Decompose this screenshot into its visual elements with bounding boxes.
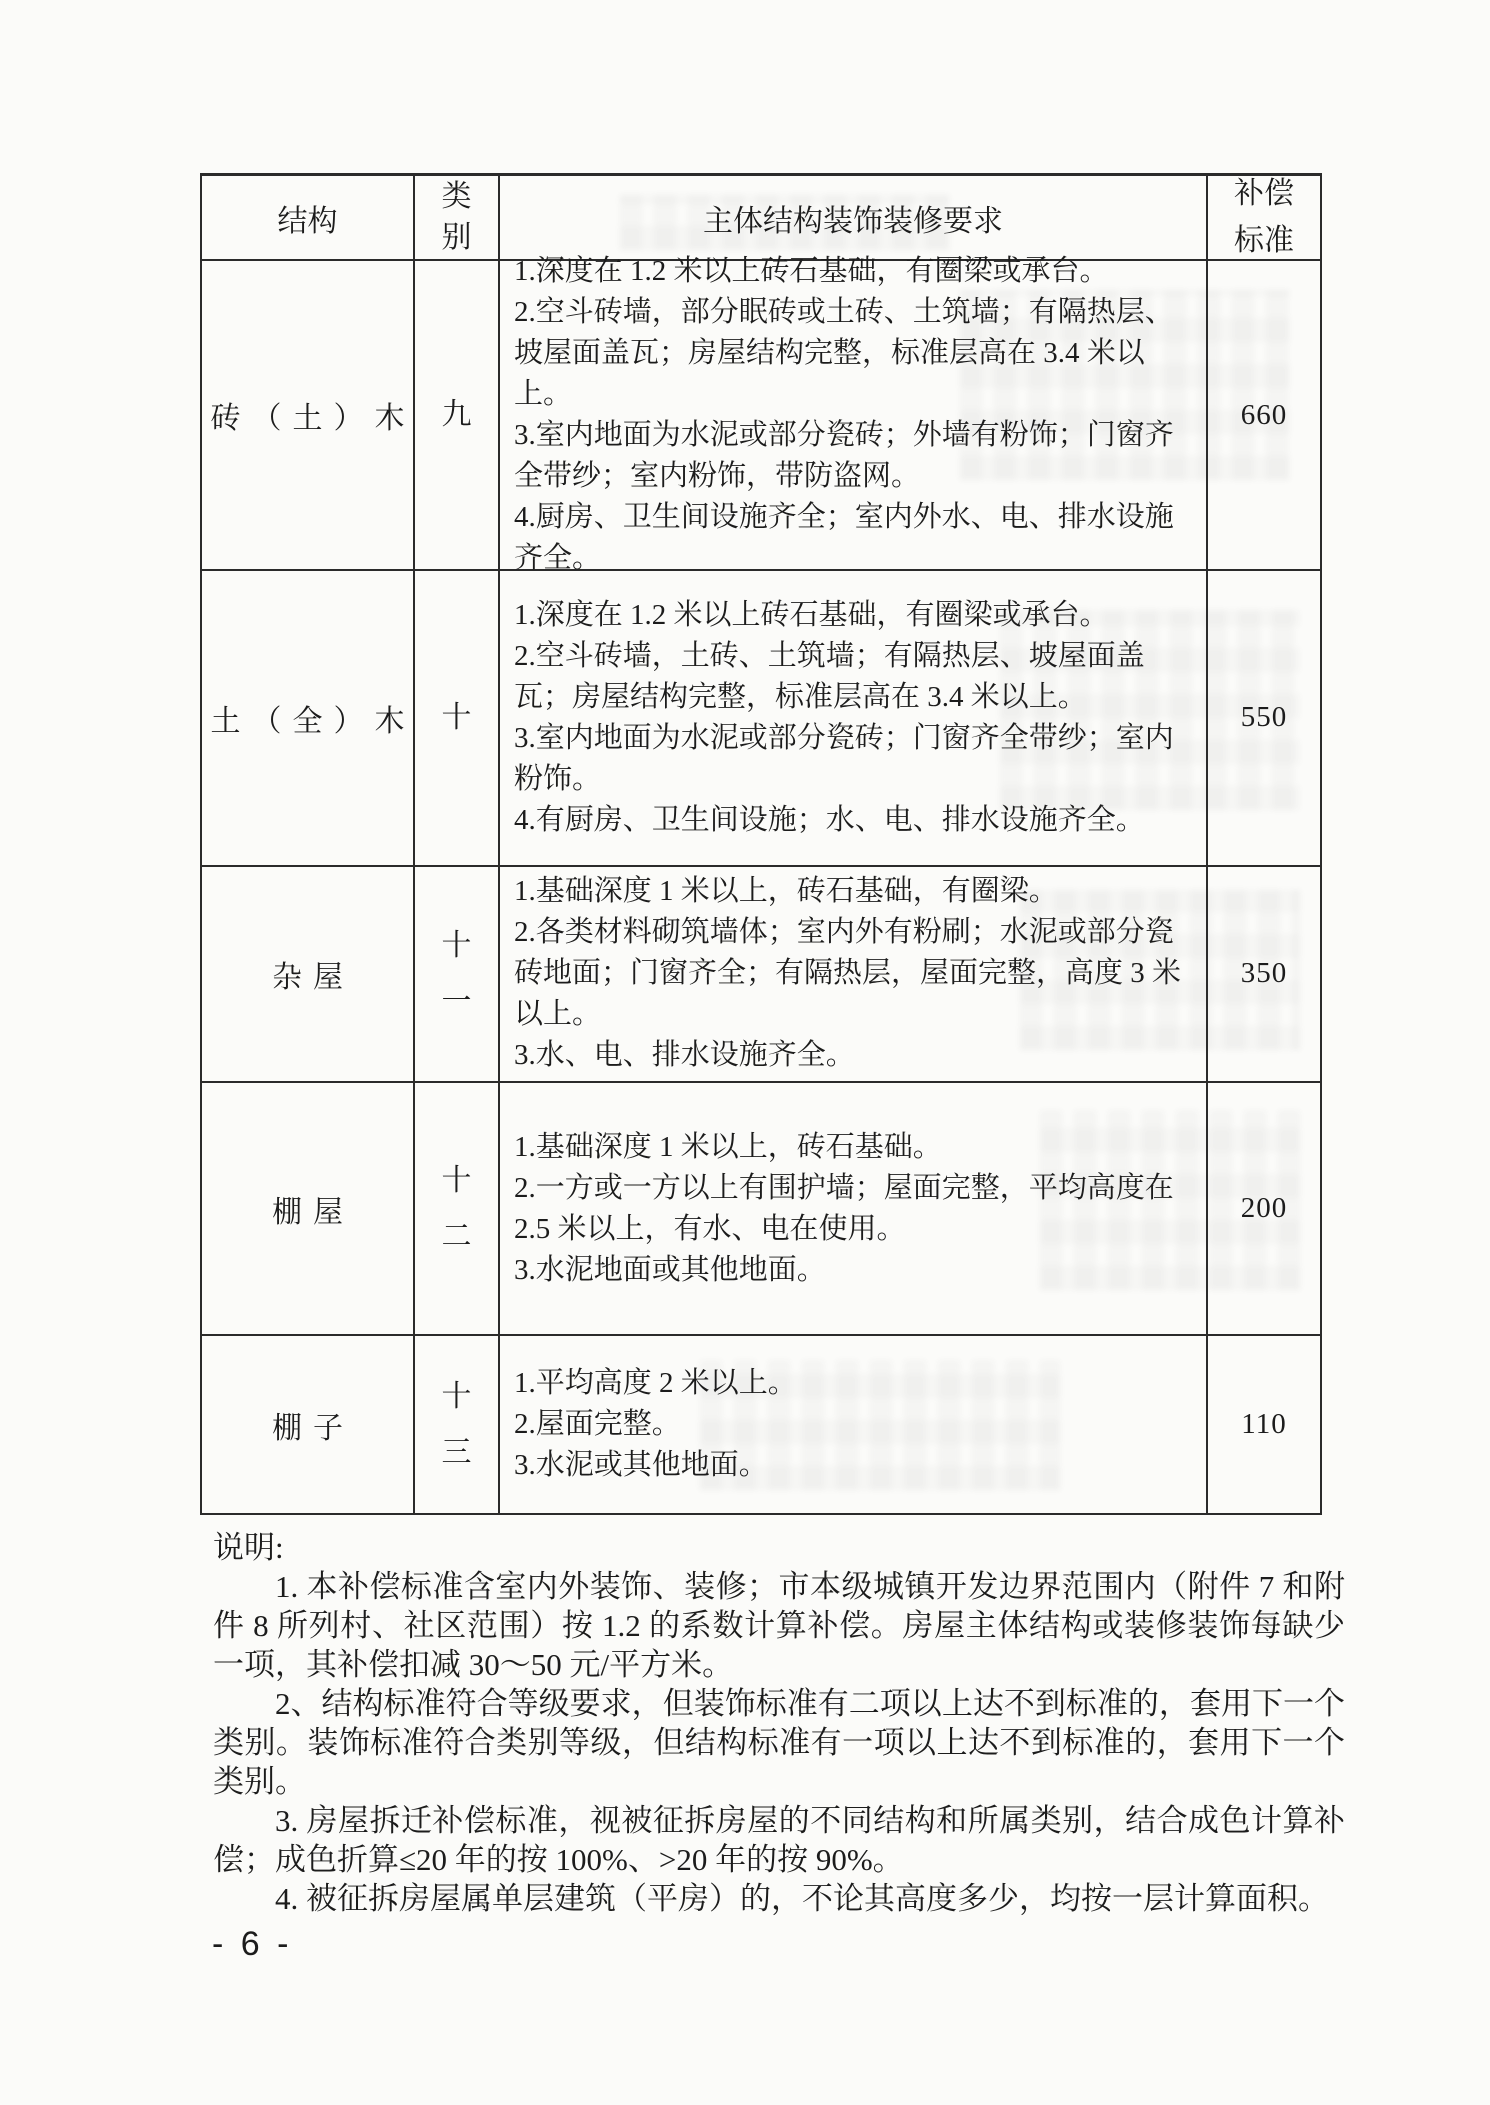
requirements-list: [500, 589, 1206, 847]
requirements-cell: [500, 571, 1208, 865]
structure-name: 杂屋: [272, 960, 354, 994]
table-row: [202, 571, 1320, 867]
note-item: 2、结构标准符合等级要求，但装饰标准有二项以上达不到标准的，套用下一个类别。装饰标准符合类别等级，但结构标准有一项以上达不到标准的，套用下一个类别。: [213, 1686, 1345, 1799]
requirement-item: 2.空斗砖墙，土砖、土筑墙；有隔热层、坡屋面盖瓦；房屋结构完整，标准层高在 3.4 米以上。: [514, 639, 1145, 713]
category-cell: [415, 867, 500, 1081]
category-cell: [415, 261, 500, 569]
compensation-value: 200: [1240, 1192, 1288, 1225]
notes-title: 说明:: [213, 1530, 284, 1565]
structure-cell: [202, 261, 415, 569]
note-item: 3. 房屋拆迁补偿标准，视被征拆房屋的不同结构和所属类别，结合成色计算补偿；成色折算≤20 年的按 100%、>20 年的按 90%。: [213, 1803, 1345, 1877]
table-row: [202, 255, 1320, 574]
table-row: [202, 1336, 1320, 1513]
structure-cell: [202, 571, 415, 865]
compensation-value: 550: [1240, 701, 1288, 734]
structure-name: 土（全）木: [210, 704, 416, 738]
structure-cell: [202, 1336, 415, 1513]
requirement-item: 1.基础深度 1 米以上，砖石基础。: [514, 1130, 942, 1163]
requirement-item: 3.水、电、排水设施齐全。: [514, 1039, 855, 1072]
footer-page-number: - 6 -: [212, 1925, 293, 1963]
requirement-item: 3.室内地面为水泥或部分瓷砖；外墙有粉饰；门窗齐全带纱；室内粉饰，带防盗网。: [514, 419, 1174, 492]
structure-cell: [202, 867, 415, 1081]
category-cell: [415, 1083, 500, 1334]
category-number: 十一: [441, 929, 472, 1018]
requirement-item: 3.水泥或其他地面。: [514, 1449, 768, 1482]
requirement-item: 1.深度在 1.2 米以上砖石基础，有圈梁或承台。: [514, 255, 1109, 287]
category-cell: [415, 571, 500, 865]
requirement-item: 2.空斗砖墙，部分眠砖或土砖、土筑墙；有隔热层、坡屋面盖瓦；房屋结构完整，标准层高在 3.4 米以上。: [514, 296, 1174, 410]
requirements-list: [500, 245, 1206, 585]
requirement-item: 2.一方或一方以上有围护墙；屋面完整，平均高度在 2.5 米以上，有水、电在使用。: [514, 1171, 1174, 1245]
compensation-value: 110: [1241, 1408, 1287, 1441]
requirements-cell: [500, 1083, 1208, 1334]
header-structure: [202, 176, 415, 259]
table-row: [202, 867, 1320, 1083]
header-requirements-label: 主体结构装饰装修要求: [703, 204, 1003, 238]
header-compensation-label: 补偿标准: [1234, 177, 1294, 257]
compensation-cell: [1208, 1083, 1320, 1334]
compensation-cell: [1208, 571, 1320, 865]
compensation-cell: [1208, 1336, 1320, 1513]
header-category: [415, 176, 500, 259]
note-item: 4. 被征拆房屋属单层建筑（平房）的，不论其高度多少，均按一层计算面积。: [275, 1881, 1329, 1916]
requirement-item: 2.各类材料砌筑墙体；室内外有粉刷；水泥或部分瓷砖地面；门窗齐全；有隔热层，屋面完整，高度 3 米以上。: [514, 916, 1182, 1031]
requirement-item: 1.深度在 1.2 米以上砖石基础，有圈梁或承台。: [514, 598, 1109, 631]
requirements-cell: [500, 1336, 1208, 1513]
notes-section: [213, 1528, 1345, 1918]
requirements-list: [500, 1121, 1206, 1297]
requirements-cell: [500, 867, 1208, 1081]
requirement-item: 4.厨房、卫生间设施齐全；室内外水、电、排水设施齐全。: [514, 501, 1174, 574]
category-number: 十二: [441, 1164, 472, 1253]
compensation-cell: [1208, 867, 1320, 1081]
header-category-label: 类别: [441, 180, 472, 254]
requirement-item: 3.水泥地面或其他地面。: [514, 1253, 826, 1286]
requirements-list: [500, 1357, 1206, 1492]
header-compensation: [1208, 176, 1320, 259]
note-item: 1. 本补偿标准含室内外装饰、装修；市本级城镇开发边界范围内（附件 7 和附件 8 所列村、社区范围）按 1.2 的系数计算补偿。房屋主体结构或装修装饰每缺少一项，其补偿扣减 30～50 元/平方米。: [213, 1569, 1345, 1682]
compensation-value: 660: [1240, 398, 1288, 431]
compensation-cell: [1208, 261, 1320, 569]
category-number: 十三: [441, 1380, 472, 1469]
requirement-item: 4.有厨房、卫生间设施；水、电、排水设施齐全。: [514, 803, 1145, 836]
structure-name: 砖（土）木: [210, 402, 416, 435]
requirement-item: 1.平均高度 2 米以上。: [514, 1367, 797, 1400]
table-row: [202, 1083, 1320, 1336]
requirements-list: [500, 865, 1206, 1082]
compensation-table: [200, 173, 1322, 1515]
category-number: 九: [441, 398, 472, 432]
requirements-cell: [500, 255, 1208, 574]
compensation-value: 350: [1240, 957, 1288, 990]
requirement-item: 2.屋面完整。: [514, 1408, 681, 1441]
structure-name: 棚子: [272, 1411, 354, 1445]
category-cell: [415, 1336, 500, 1513]
header-structure-label: 结构: [277, 204, 338, 238]
structure-name: 棚屋: [272, 1195, 354, 1229]
requirement-item: 3.室内地面为水泥或部分瓷砖；门窗齐全带纱；室内粉饰。: [514, 721, 1174, 795]
structure-cell: [202, 1083, 415, 1334]
category-number: 十: [441, 701, 472, 735]
requirement-item: 1.基础深度 1 米以上，砖石基础，有圈梁。: [514, 875, 1058, 908]
